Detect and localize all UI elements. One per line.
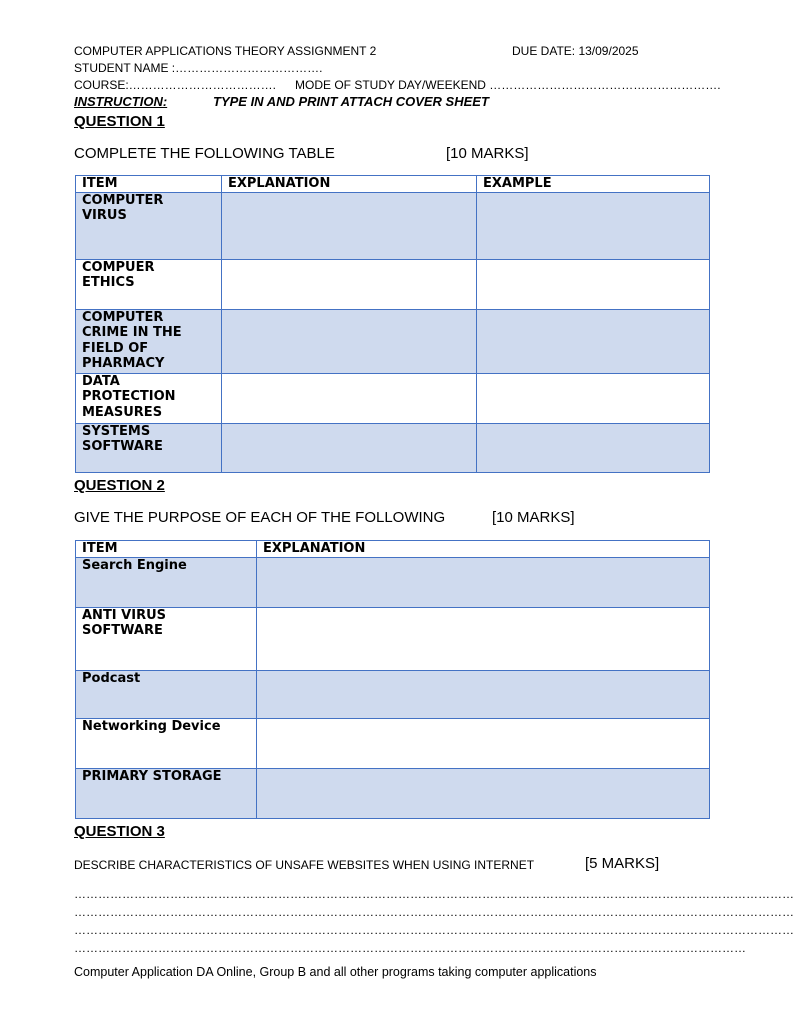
table-row xyxy=(76,557,710,607)
item-cell: Networking Device xyxy=(76,718,257,768)
question-2-marks: [10 MARKS] xyxy=(492,509,575,526)
explanation-cell[interactable] xyxy=(222,192,477,259)
explanation-cell[interactable] xyxy=(257,718,710,768)
question-2-table xyxy=(75,540,710,819)
footer-note: Computer Application DA Online, Group B and all other programs taking computer applications xyxy=(74,965,597,979)
column-header-item: ITEM xyxy=(76,176,222,193)
table-row xyxy=(76,607,710,670)
item-cell: Search Engine xyxy=(76,557,257,607)
assignment-title: COMPUTER APPLICATIONS THEORY ASSIGNMENT 2 xyxy=(74,44,377,58)
question-1-title: QUESTION 1 xyxy=(74,113,165,130)
table-header-row xyxy=(76,176,710,193)
example-cell[interactable] xyxy=(477,373,710,423)
question-3-title: QUESTION 3 xyxy=(74,823,165,840)
answer-line[interactable]: ……………………………………………………………………………………………………………………………………………………………… xyxy=(74,887,794,901)
explanation-cell[interactable] xyxy=(257,557,710,607)
question-3-marks: [5 MARKS] xyxy=(585,855,660,872)
column-header-explanation: EXPLANATION xyxy=(257,541,710,558)
example-cell[interactable] xyxy=(477,309,710,373)
explanation-cell[interactable] xyxy=(222,309,477,373)
explanation-cell[interactable] xyxy=(257,670,710,718)
table-row xyxy=(76,670,710,718)
explanation-cell[interactable] xyxy=(222,373,477,423)
item-cell: COMPUTER VIRUS xyxy=(76,192,222,259)
column-header-example: EXAMPLE xyxy=(477,176,710,193)
table-row xyxy=(76,192,710,259)
table-row xyxy=(76,718,710,768)
table-row xyxy=(76,309,710,373)
instruction-text: TYPE IN AND PRINT ATTACH COVER SHEET xyxy=(213,94,489,109)
answer-line[interactable]: ……………………………………………………………………………………………………………………………………………………………… xyxy=(74,923,794,937)
item-cell: Podcast xyxy=(76,670,257,718)
question-3-prompt: DESCRIBE CHARACTERISTICS OF UNSAFE WEBSITES WHEN USING INTERNET xyxy=(74,858,535,872)
question-1-marks: [10 MARKS] xyxy=(446,145,529,162)
explanation-cell[interactable] xyxy=(222,423,477,472)
explanation-cell[interactable] xyxy=(222,259,477,309)
example-cell[interactable] xyxy=(477,423,710,472)
column-header-item: ITEM xyxy=(76,541,257,558)
question-2-prompt: GIVE THE PURPOSE OF EACH OF THE FOLLOWING xyxy=(74,509,446,526)
example-cell[interactable] xyxy=(477,259,710,309)
item-cell: SYSTEMS SOFTWARE xyxy=(76,423,222,472)
question-1-table xyxy=(75,175,710,473)
instruction-label: INSTRUCTION: xyxy=(74,94,168,109)
example-cell[interactable] xyxy=(477,192,710,259)
due-date: DUE DATE: 13/09/2025 xyxy=(512,44,639,58)
explanation-cell[interactable] xyxy=(257,607,710,670)
table-header-row xyxy=(76,541,710,558)
item-cell: PRIMARY STORAGE xyxy=(76,768,257,818)
table-row xyxy=(76,768,710,818)
mode-of-study-field: MODE OF STUDY DAY/WEEKEND …………………………………………………. xyxy=(295,78,721,92)
course-field: COURSE:………………………………. xyxy=(74,78,277,92)
question-2-title: QUESTION 2 xyxy=(74,477,165,494)
item-cell: ANTI VIRUS SOFTWARE xyxy=(76,607,257,670)
answer-line[interactable]: ……………………………………………………………………………………………………………………………………………………………… xyxy=(74,905,794,919)
table-row xyxy=(76,373,710,423)
student-name-field: STUDENT NAME :………………………………. xyxy=(74,61,323,75)
table-row xyxy=(76,423,710,472)
table-row xyxy=(76,259,710,309)
column-header-explanation: EXPLANATION xyxy=(222,176,477,193)
item-cell: COMPUER ETHICS xyxy=(76,259,222,309)
explanation-cell[interactable] xyxy=(257,768,710,818)
item-cell: DATA PROTECTION MEASURES xyxy=(76,373,222,423)
item-cell: COMPUTER CRIME IN THE FIELD OF PHARMACY xyxy=(76,309,222,373)
question-1-prompt: COMPLETE THE FOLLOWING TABLE xyxy=(74,145,335,162)
answer-line[interactable]: …………………………………………………………………………………………………………………………………………………… xyxy=(74,941,746,955)
